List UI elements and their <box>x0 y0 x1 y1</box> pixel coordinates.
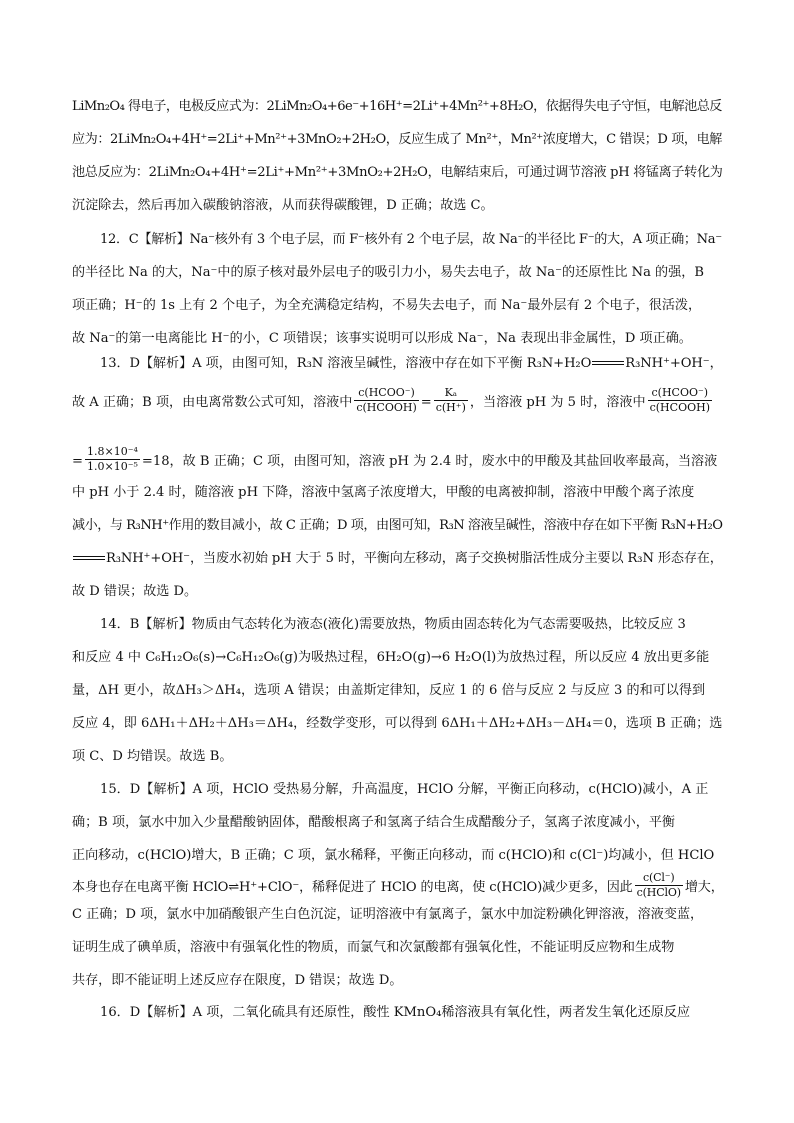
text-segment: = <box>72 454 83 469</box>
fraction-denominator: 1.0×10⁻⁵ <box>86 460 138 473</box>
text-line: 故 Na⁻的第一电离能比 H⁻的小，C 项错误；该事实说明可以形成 Na⁻，Na 表现出非金属性，D 项正确。 <box>72 331 692 346</box>
text-line: 的半径比 Na 的大，Na⁻中的原子核对最外层电子的吸引力小，易失去电子，故 Na⁻的还原性比 Na 的强，B <box>72 265 704 280</box>
fraction-numerator: 1.8×10⁻⁴ <box>86 445 138 458</box>
equilibrium-arrow-icon <box>72 554 106 562</box>
answer-16-line: 16．D【解析】A 项，二氧化硫具有还原性，酸性 KMnO₄稀溶液具有氧化性，两者发生氧化还原反应 <box>100 1005 691 1020</box>
text-line <box>72 873 722 902</box>
fraction-denominator: c(HClO) <box>636 886 681 899</box>
fraction-ka-over-h <box>434 386 468 415</box>
text-line: 沉淀除去，然后再加入碳酸钠溶液，从而获得碳酸锂，D 正确；故选 C。 <box>72 198 494 213</box>
fraction-ka-value <box>85 445 140 474</box>
fraction-numerator: c(HCOO⁻) <box>354 386 418 401</box>
answer-14-line: 14．B【解析】物质由气态转化为液态(液化)需要放热，物质由固态转化为气态需要吸热，比较反应 3 <box>100 617 686 632</box>
text-line: 故 D 错误；故选 D。 <box>72 584 198 599</box>
fraction-denominator: c(HCOOH) <box>649 401 710 414</box>
text-line: 正向移动，c(HClO)增大，B 正确；C 项，氯水稀释，平衡正向移动，而 c(HClO)和 c(Cl⁻)均减小，但 HClO <box>72 848 715 863</box>
text-segment: R₃NH⁺+OH⁻， <box>625 356 723 371</box>
text-line: 确；B 项，氯水中加入少量醋酸钠固体，醋酸根离子和氢离子结合生成醋酸分子，氢离子浓度减小，平衡 <box>72 815 676 830</box>
text-line: 项 C、D 均错误。故选 B。 <box>72 749 233 764</box>
text-segment: =18，故 B 正确；C 项，由图可知，溶液 pH 为 2.4 时，废水中的甲酸及其盐回收率最高，当溶液 <box>141 454 718 469</box>
text-line: 应为：2LiMn₂O₄+4H⁺=2Li⁺+Mn²⁺+3MnO₂+2H₂O，反应生成了 Mn²⁺，Mn²⁺浓度增大，C 错误；D 项，电解 <box>72 132 722 147</box>
text-segment: 增大， <box>684 880 724 895</box>
text-segment: 13．D【解析】A 项，由图可知，R₃N 溶液呈碱性，溶液中存在如下平衡 R₃N+H₂O <box>100 356 592 371</box>
text-line: 减小，与 R₃NH⁺作用的数目减小，故 C 正确；D 项，由图可知，R₃N 溶液呈碱性，溶液中存在如下平衡 R₃N+H₂O <box>72 518 723 533</box>
text-line <box>72 550 722 568</box>
equilibrium-arrow-icon <box>591 359 625 367</box>
text-line: 和反应 4 中 C₆H₁₂O₆(s)→C₆H₁₂O₆(g)为吸热过程，6H₂O(g)→6 H₂O(l)为放热过程，所以反应 4 放出更多能 <box>72 650 710 665</box>
text-line: 反应 4，即 6ΔH₁＋ΔH₂＋ΔH₃＝ΔH₄，经数学变形，可以得到 6ΔH₁＋ΔH₂+ΔH₃－ΔH₄＝0，选项 B 正确；选 <box>72 716 723 731</box>
text-line: 量，ΔH 更小，故ΔH₃＞ΔH₄，选项 A 错误；由盖斯定律知，反应 1 的 6 倍与反应 2 与反应 3 的和可以得到 <box>72 683 706 698</box>
fraction-denominator: c(HCOOH) <box>356 401 417 414</box>
text-line: C 正确；D 项，氯水中加硝酸银产生白色沉淀，证明溶液中有氯离子，氯水中加淀粉碘化钾溶液，溶液变蓝， <box>72 907 704 922</box>
fraction-numerator: c(HCOO⁻) <box>648 386 712 401</box>
text-line <box>72 388 722 417</box>
fraction-formate-over-formic-acid <box>354 386 418 415</box>
fraction-denominator: c(H⁺) <box>435 401 466 414</box>
text-segment: 故 A 正确；B 项，由电离常数公式可知，溶液中 <box>72 395 353 410</box>
answer-13-line <box>100 355 722 373</box>
text-segment: 本身也存在电离平衡 HClO⇌H⁺+ClO⁻，稀释促进了 HClO 的电离，使 c(HClO)减少更多，因此 <box>72 880 633 895</box>
answer-15-line: 15．D【解析】A 项，HClO 受热易分解，升高温度，HClO 分解，平衡正向移动，c(HClO)减小，A 正 <box>100 782 709 797</box>
text-line: 中 pH 小于 2.4 时，随溶液 pH 下降，溶液中氢离子浓度增大，甲酸的电离被抑制，溶液中甲酸个离子浓度 <box>72 485 695 500</box>
answer-12-line: 12．C【解析】Na⁻核外有 3 个电子层，而 F⁻核外有 2 个电子层，故 Na⁻的半径比 F⁻的大，A 项正确；Na⁻ <box>100 232 722 247</box>
text-segment: = <box>420 395 432 410</box>
text-segment: ，当溶液 pH 为 5 时，溶液中 <box>469 395 646 410</box>
text-line: 证明生成了碘单质，溶液中有强氧化性的物质，而氯气和次氯酸都有强氧化性，不能证明反应物和生成物 <box>72 940 675 955</box>
text-line: LiMn₂O₄ 得电子，电极反应式为：2LiMn₂O₄+6e⁻+16H⁺=2Li⁺+4Mn²⁺+8H₂O，依据得失电子守恒，电解池总反 <box>72 99 722 114</box>
fraction-numerator: Kₐ <box>434 386 468 401</box>
text-segment: R₃NH⁺+OH⁻，当废水初始 pH 大于 5 时，平衡向左移动，离子交换树脂活性成分主要以 R₃N 形态存在， <box>106 551 723 566</box>
text-line <box>72 447 722 476</box>
text-line: 共存，即不能证明上述反应存在限度，D 错误；故选 D。 <box>72 973 403 988</box>
text-line: 池总反应为：2LiMn₂O₄+4H⁺=2Li⁺+Mn²⁺+3MnO₂+2H₂O，电解结束后，可通过调节溶液 pH 将锰离子转化为 <box>72 165 723 180</box>
fraction-numerator: c(Cl⁻) <box>635 871 683 886</box>
text-line: 项正确；H⁻的 1s 上有 2 个电子，为全充满稳定结构，不易失去电子，而 Na⁻最外层有 2 个电子，很活泼， <box>72 298 702 313</box>
fraction-chloride-over-hclo <box>635 871 683 900</box>
fraction-formate-over-formic-acid <box>648 386 712 415</box>
